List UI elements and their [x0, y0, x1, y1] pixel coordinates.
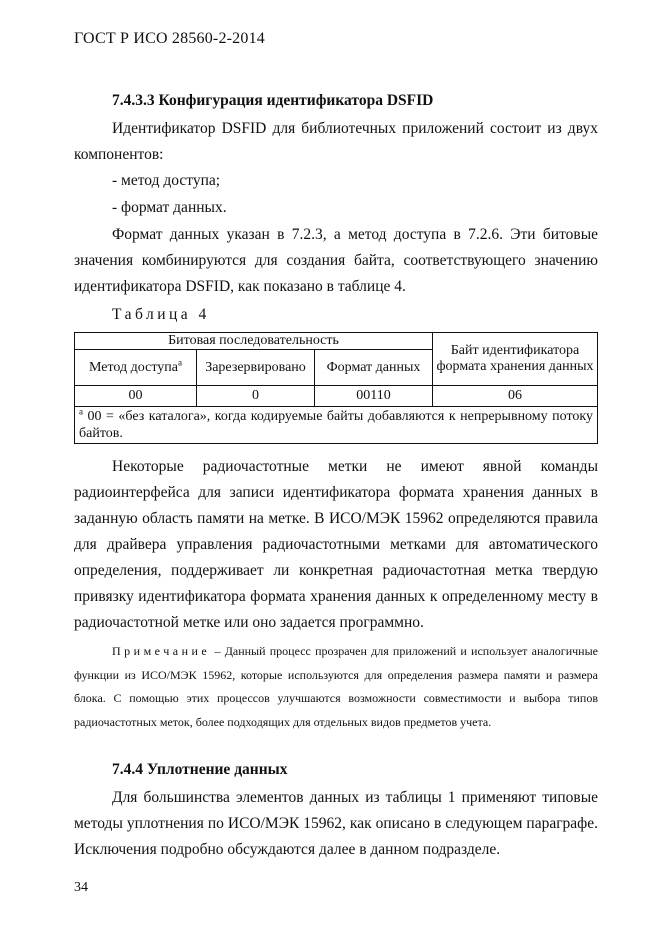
page-number: 34 — [74, 880, 88, 895]
table-cell: 00110 — [315, 386, 433, 407]
table-group-header: Битовая последовательность — [75, 333, 433, 350]
table-footnote: $^а$ 00 = «без каталога», когда кодируемые байты добавляются к непрерывному потоку байтов. — [75, 407, 598, 444]
table-col-data-format: Формат данных — [315, 350, 433, 386]
footnote-mark: а — [79, 406, 83, 417]
table-byte-header: Байт идентификатора формата хранения данных — [433, 333, 598, 386]
list-item-data-format: - формат данных. — [112, 199, 227, 216]
footnote-marker: а — [177, 356, 182, 367]
list-item-access-method: - метод доступа; — [112, 172, 221, 189]
dsfid-format-paragraph: Формат данных указан в 7.2.3, а метод доступа в 7.2.6. Эти битовые значения комбинируются для создания байта, соответствующего значению идентификатора DSFID, как показано в таблице 4. — [74, 226, 598, 295]
document-header: ГОСТ Р ИСО 28560-2-2014 — [74, 30, 265, 47]
table-col-access-method: Метод доступа$^а$ — [75, 350, 197, 386]
table-cell: 0 — [197, 386, 315, 407]
data-compaction-paragraph: Для большинства элементов данных из таблицы 1 применяют типовые методы уплотнения по ИСО/МЭК 15962, как описано в следующем параграфе. Исключения подробно обсуждаются далее в данном подразделе. — [74, 789, 598, 858]
note-text: Данный процесс прозрачен для приложений и использует аналогичные функции из ИСО/МЭК 15962, которые используются для определения размера памяти и размера блока. С помощью этих процессов улучшаются возможности совместимости и выбора типов радиочастотных меток, более подходящих для отдельных видов предметов учета. — [74, 644, 598, 729]
dsfid-intro-paragraph: Идентификатор DSFID для библиотечных приложений состоит из двух компонентов: — [74, 120, 598, 163]
note-label: Примечание — [112, 644, 211, 658]
section-heading-7433: 7.4.3.3 Конфигурация идентификатора DSFID — [112, 92, 434, 109]
rfid-tags-paragraph: Некоторые радиочастотные метки не имеют явной команды радиоинтерфейса для записи идентификатора формата хранения данных в заданную область памяти на метке. В ИСО/МЭК 15962 определяются правила для драйвера управления радиочастотными метками для автоматического определения, поддерживает ли конкретная радиочастотная метка твердую привязку идентификатора формата хранения данных к определенному месту в радиочастотной метке или оно задается программно. — [74, 458, 598, 631]
table-cell: 00 — [75, 386, 197, 407]
table-cell: 06 — [433, 386, 598, 407]
table-caption: Таблица 4 — [112, 306, 210, 323]
table-col-reserved: Зарезервировано — [197, 350, 315, 386]
section-heading-744: 7.4.4 Уплотнение данных — [112, 761, 288, 778]
table-4 — [74, 332, 598, 444]
note-paragraph: Примечание – Данный процесс прозрачен для приложений и использует аналогичные функции из ИСО/МЭК 15962, которые используются для определения размера памяти и размера блока. С помощью этих процессов улучшаются возможности совместимости и выбора типов радиочастотных меток, более подходящих для отдельных видов предметов учета. — [74, 644, 598, 729]
